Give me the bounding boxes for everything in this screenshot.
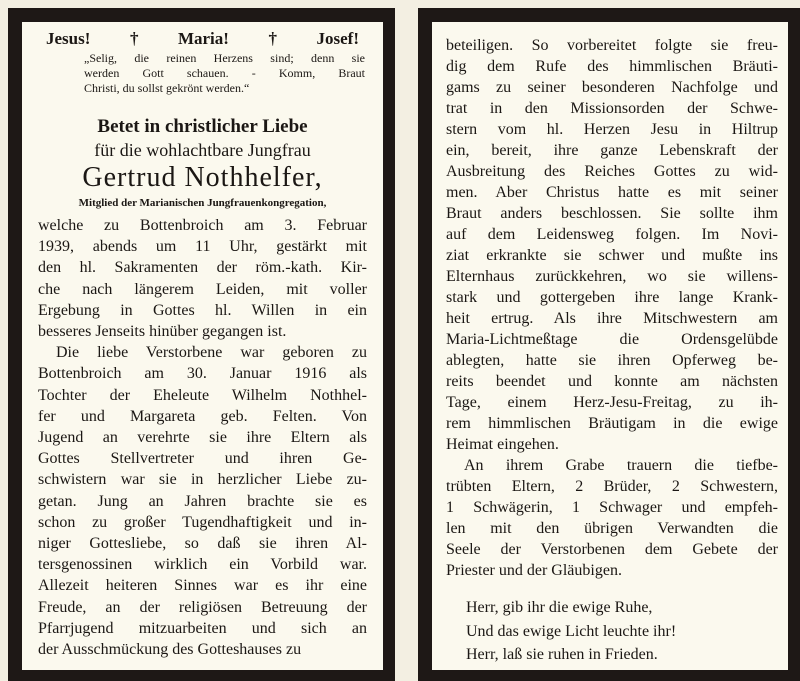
text-line: 1939, abends um 11 Uhr, gestärkt mit	[38, 238, 367, 256]
text-line: Braut anders beschlossen. Sie sollte ihm	[446, 205, 778, 222]
cross-icon: †	[129, 29, 139, 48]
quote-line: Christi, du sollst gekrönt werden.“	[84, 81, 250, 95]
quote-line: „Selig, die reinen Herzens sind; denn sie	[84, 51, 365, 65]
prayer-card-right-page	[418, 8, 800, 681]
text-line: heit ertrug. Als ihre Mitschwestern am	[446, 310, 778, 327]
invocation-maria: Maria!	[177, 29, 229, 48]
text-line: Ergebung in Gottes hl. Willen in ein	[38, 301, 367, 319]
closing-prayer	[466, 596, 676, 667]
closing-prayer-line: Herr, gib ihr die ewige Ruhe,	[466, 599, 653, 616]
text-line: 1 Schwägerin, 1 Schwager und empfeh-	[446, 499, 778, 516]
right-body-text	[446, 35, 778, 581]
text-line: An ihrem Grabe trauern die tiefbe-	[464, 457, 778, 474]
text-line: trübten Eltern, 2 Brüder, 2 Schwestern,	[446, 478, 778, 495]
text-line: gams zu seiner besonderen Nachfolge und	[446, 79, 778, 96]
text-line: Tochter der Eheleute Wilhelm Nothhel-	[38, 386, 367, 404]
left-body-text	[38, 215, 367, 660]
text-line: Heimat eingehen.	[446, 436, 559, 453]
text-line: besseres Jenseits hinüber gegangen ist.	[38, 323, 287, 341]
text-line: Die liebe Verstorbene war geboren zu	[56, 344, 367, 362]
prayer-request-line-1: Betet in christlicher Liebe	[97, 116, 308, 137]
text-line: den hl. Sakramenten der röm.-kath. Kir-	[38, 259, 367, 277]
text-line: ablegten, hatte sie ihren Opferweg be-	[446, 352, 778, 369]
text-line: schon zu großer Tugendhaftigkeit und in-	[38, 513, 367, 531]
text-line: Seele der Verstorbenen dem Gebete der	[446, 541, 778, 558]
closing-prayer-line: Und das ewige Licht leuchte ihr!	[466, 622, 677, 640]
text-line: Bottenbroich am 30. Januar 1916 als	[38, 365, 367, 383]
text-line: Tage, einem Herz-Jesu-Freitag, zu ih-	[446, 394, 778, 411]
text-line: men. Aber Christus hatte es mit seiner	[446, 184, 778, 201]
text-line: der Ausschmückung des Gotteshauses zu	[38, 641, 302, 659]
text-line: reits beendet und konnte am nächsten	[446, 373, 778, 390]
text-line: ziat erkrankte sie schwer und mußte ins	[446, 247, 778, 264]
text-line: Priester und der Gläubigen.	[446, 562, 622, 579]
text-line: schwistern war sie in herzlicher Liebe zu-	[38, 471, 367, 489]
text-line: che nach längerem Leiden, mit voller	[38, 280, 367, 298]
text-line: Ausbreitung des Reiches Gottes zu wid-	[446, 163, 778, 180]
scripture-quote	[84, 51, 365, 96]
text-line: ein, bereit, ihre ganze Lebenskraft der	[446, 142, 778, 159]
text-line: Maria-Lichtmeßtage die Ordensgelübde	[446, 331, 778, 348]
quote-line: werden Gott schauen. - Komm, Braut	[84, 66, 365, 80]
text-line: fer und Margareta geb. Felten. Von	[38, 407, 367, 425]
text-line: stark und gottergeben ihre lange Krank-	[446, 289, 778, 306]
text-line: niger Gottesliebe, so daß sie ihren Al-	[38, 535, 367, 553]
invocation-jesus: Jesus!	[46, 29, 91, 48]
closing-prayer-line: Herr, laß sie ruhen in Frieden.	[466, 646, 658, 663]
text-line: auf dem Leidensweg folgen. Im Novi-	[446, 226, 778, 243]
invocation-header	[36, 29, 369, 49]
deceased-name: Gertrud Nothhelfer,	[82, 162, 323, 193]
text-line: getan. Jung an Jahren brachte sie es	[38, 492, 367, 510]
left-page-paper	[22, 22, 383, 670]
text-line: welche zu Bottenbroich am 3. Februar	[38, 217, 367, 234]
text-line: Gottes Stellvertreter und ihren Ge-	[38, 450, 367, 468]
text-line: Allezeit heiteren Sinnes war es ihr eine	[38, 577, 367, 595]
text-line: dig dem Rufe des himmlischen Bräuti-	[446, 58, 778, 75]
prayer-request-line-2: für die wohlachtbare Jungfrau	[94, 140, 311, 160]
text-line: Pfarrjugend mitzuarbeiten und sich an	[38, 619, 367, 637]
cross-icon: †	[268, 29, 277, 48]
membership-line: Mitglied der Marianischen Jungfrauenkongregation,	[78, 197, 327, 209]
text-line: len mit den übrigen Verwandten die	[446, 520, 778, 537]
text-line: rem himmlischen Bräutigam in die ewige	[446, 415, 778, 432]
right-page-paper	[432, 22, 788, 670]
prayer-card-left-page	[8, 8, 395, 681]
text-line: Elternhaus zurückkehren, wo sie willens-	[446, 268, 778, 285]
text-line: trat in den Missionsorden der Schwe-	[446, 100, 778, 117]
text-line: Jugend an verehrte sie ihre Eltern als	[38, 429, 367, 447]
text-line: stern vom hl. Herzen Jesu in Hiltrup	[446, 121, 778, 138]
invocation-josef: Josef!	[316, 29, 359, 48]
text-line: beteiligen. So vorbereitet folgte sie freu-	[446, 37, 778, 54]
text-line: Freude, an der religiösen Betreuung der	[38, 598, 367, 616]
text-line: tersgenossinen wirklich ein Vorbild war.	[38, 556, 367, 574]
